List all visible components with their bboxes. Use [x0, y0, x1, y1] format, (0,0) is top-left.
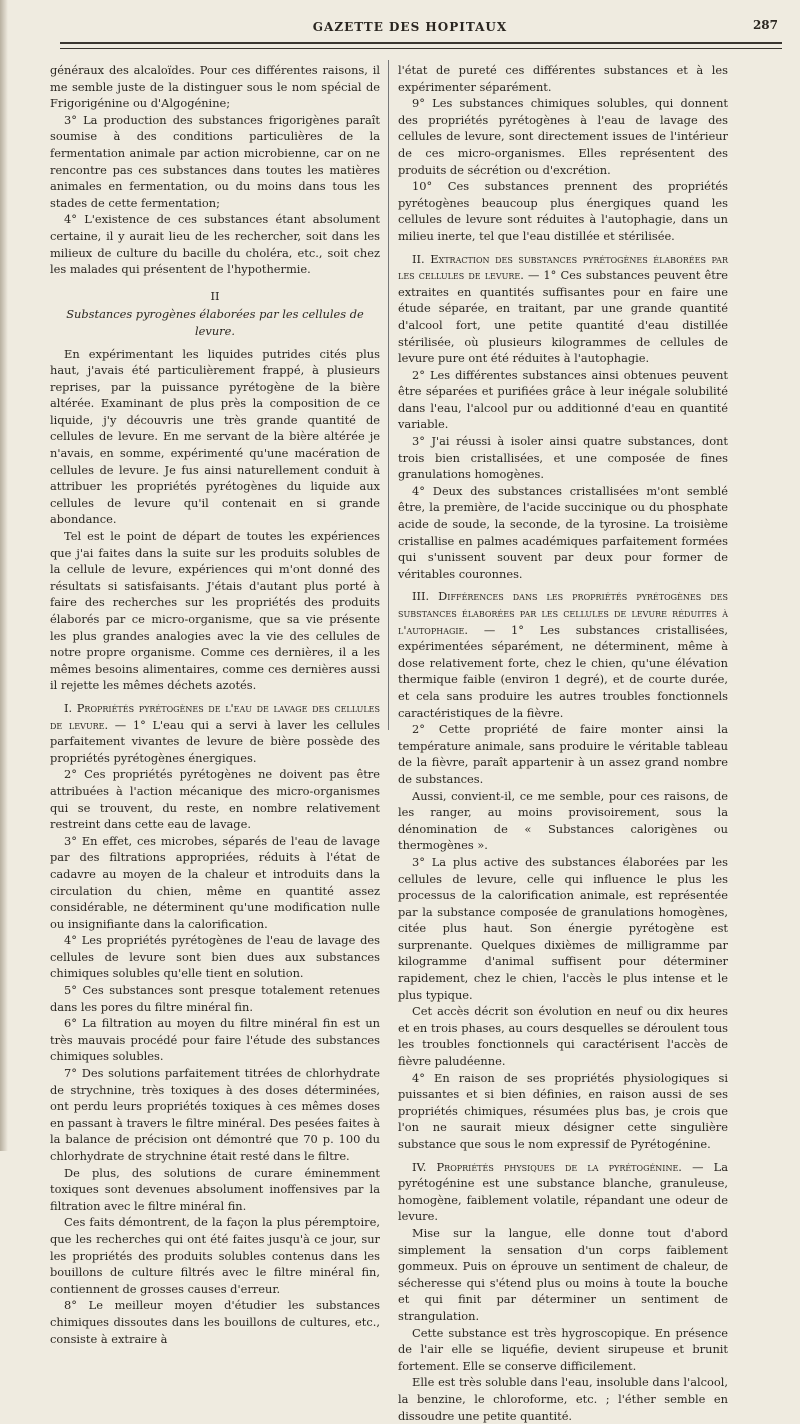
paragraph: En expérimentant les liquides putrides cités plus haut, j'avais été particulièrement frappé, à plusieurs reprises, par la puissance pyrétogène de la bière altérée. Examinant de plus près la composition de ce liquide, j'y découvris une très grande quantité de cellules de levure. En me servant de la bière altérée je n'avais, en somme, expérimenté qu'une macération de cellules de levure. Je fus ainsi naturellement conduit à attribuer les propriétés pyrétogènes du liquide aux cellules de levure qu'il contenait en si grande abondance.	[50, 346, 380, 527]
paragraph: 3° La plus active des substances élaborées par les cellules de levure, celle qui influence le plus les processus de la calorification animale, est représentée par la substance composée de granulations homogènes, citée plus haut. Son énergie pyrétogène est surprenante. Quelques dixièmes de milligramme par kilogramme d'animal suffisent pour déterminer rapidement, chez le chien, l'accès le plus intense et le plus typique.	[398, 854, 728, 1002]
header-rule	[60, 42, 782, 49]
right-column	[398, 62, 728, 1424]
subsection-heading: IV. Propriétés physiques de la pyrétogénine.	[412, 1159, 682, 1174]
paragraph: 10° Ces substances prennent des propriétés pyrétogènes beaucoup plus énergiques quand les cellules de levure sont réduites à l'autophagie, dans un milieu inerte, tel que l'eau distillée et stérilisée.	[398, 179, 728, 243]
paragraph: Cet accès décrit son évolution en neuf ou dix heures et en trois phases, au cours desquelles se déroulent tous les troubles fonctionnels qui caractérisent l'accès de fièvre paludéenne.	[398, 1004, 728, 1069]
subsection-heading: II. Extraction des substances pyrétogènes élaborées par les cellules de levure.	[398, 251, 728, 283]
page-number: 287	[752, 18, 778, 32]
paragraph: 2° Ces propriétés pyrétogènes ne doivent pas être attribuées à l'action mécanique des micro-organismes qui se trouvent, du reste, en nombre relativement restreint dans cette eau de lavage.	[50, 767, 380, 832]
paragraph: généraux des alcaloïdes. Pour ces différentes raisons, il me semble juste de la distinguer sous le nom spécial de Frigorigénine ou d'Algogénine;	[50, 63, 380, 111]
paragraph: Tel est le point de départ de toutes les expériences que j'ai faites dans la suite sur les produits solubles de la cellule de levure, expériences qui m'ont donné des résultats si satisfaisants. J'étais d'autant plus porté à faire des recherches sur les propriétés des produits élaborés par ce micro-organisme, que sa vie présente les plus grandes analogies avec la vie des cellules de notre propre organisme. Comme ces dernières, il a les mêmes besoins alimentaires, comme ces dernières aussi il rejette les mêmes déchets azotés.	[50, 529, 380, 693]
paragraph: 7° Des solutions parfaitement titrées de chlorhydrate de strychnine, très toxiques à des doses déterminées, ont perdu leurs propriétés toxiques à ces mêmes doses en passant à travers le filtre minéral. Des pesées faites à la balance de précision ont démontré que 70 p. 100 du chlorhydrate de strychnine était resté dans le filtre.	[50, 1066, 380, 1163]
paragraph: 9° Les substances chimiques solubles, qui donnent des propriétés pyrétogènes à l'eau de lavage des cellules de levure, sont directement issues de l'intérieur de ces micro-organismes. Elles représentent des produits de sécrétion ou d'excrétion.	[398, 96, 728, 177]
paragraph: 3° En effet, ces microbes, séparés de l'eau de lavage par des filtrations appropriées, réduits à l'état de cadavre au moyen de la chaleur et introduits dans la circulation du chien, même en quantité assez considérable, ne déterminent qu'une modification nulle ou insignifiante dans la calorification.	[50, 833, 380, 931]
paragraph: 2° Les différentes substances ainsi obtenues peuvent être séparées et purifiées grâce à leur inégale solubilité dans l'eau, l'alcool pur ou additionné d'eau en quantité variable.	[398, 367, 728, 432]
running-header: GAZETTE DES HOPITAUX	[312, 20, 508, 34]
paragraph: 4° Deux des substances cristallisées m'ont semblé être, la première, de l'acide succinique ou du phosphate acide de soude, la seconde, de la tyrosine. La troisième cristallise en palmes académiques parfaitement formées qui s'unissent souvent par deux pour former de véritables couronnes.	[398, 483, 728, 581]
paragraph: 3° J'ai réussi à isoler ainsi quatre substances, dont trois bien cristallisées, et une composée de fines granulations homogènes.	[398, 434, 728, 482]
subsection-heading: I. Propriétés pyrétogènes de l'eau de lavage des cellules de levure.	[50, 700, 380, 732]
paragraph: 4° En raison de ses propriétés physiologiques si puissantes et si bien définies, en raison aussi de ses propriétés chimiques, résumées plus bas, je crois que l'on ne saurait mieux désigner cette singulière substance que sous le nom expressif de Pyrétogénine.	[398, 1070, 728, 1151]
column-divider	[388, 60, 389, 730]
paragraph: 5° Ces substances sont presque totalement retenues dans les pores du filtre minéral fin.	[50, 983, 380, 1014]
paragraph: Aussi, convient-il, ce me semble, pour ces raisons, de les ranger, au moins provisoirement, sous la dénomination de « Substances calorigènes ou thermogènes ».	[398, 788, 728, 853]
paragraph: 2° Cette propriété de faire monter ainsi la température animale, sans produire le véritable tableau de la fièvre, paraît appartenir à un assez grand nombre de substances.	[398, 722, 728, 786]
paragraph: Ces faits démontrent, de la façon la plus péremptoire, que les recherches qui ont été faites jusqu'à ce jour, sur les propriétés des produits solubles contenus dans les bouillons de culture filtrés avec le filtre minéral fin, contiennent de grosses causes d'erreur.	[50, 1215, 380, 1296]
paragraph: Elle est très soluble dans l'eau, insoluble dans l'alcool, la benzine, le chloroforme, etc. ; l'éther semble en dissoudre une petite quantité.	[398, 1375, 728, 1423]
left-column	[50, 62, 380, 1347]
paragraph: 6° La filtration au moyen du filtre minéral fin est un très mauvais procédé pour faire l'étude des substances chimiques solubles.	[50, 1016, 380, 1064]
subsection-heading: III. Différences dans les propriétés pyrétogènes des substances élaborées par les cellules de levure réduites à l'autophagie.	[398, 589, 728, 637]
paragraph: 4° L'existence de ces substances étant absolument certaine, il y aurait lieu de les rechercher, soit dans les milieux de culture du bacille du choléra, etc., soit chez les malades qui présentent de l'hypothermie.	[50, 212, 380, 277]
paragraph: 4° Les propriétés pyrétogènes de l'eau de lavage des cellules de levure sont bien dues aux substances chimiques solubles qu'elle tient en solution.	[50, 933, 380, 981]
paragraph: IV. Propriétés physiques de la pyrétogénine. — La pyrétogénine est une substance blanche, granuleuse, homogène, faiblement volatile, répandant une odeur de levure.	[398, 1159, 728, 1224]
paragraph: De plus, des solutions de curare éminemment toxiques sont devenues absolument inoffensives par la filtration avec le filtre minéral fin.	[50, 1165, 380, 1213]
paragraph: 3° La production des substances frigorigènes paraît soumise à des conditions particulières de la fermentation animale par action microbienne, car on ne rencontre pas ces substances dans toutes les matières animales en fermentation, ou du moins dans tous les stades de cette fermentation;	[50, 112, 380, 210]
paragraph: I. Propriétés pyrétogènes de l'eau de lavage des cellules de levure. — 1° L'eau qui a servi à laver les cellules parfaitement vivantes de levure de bière possède des propriétés pyrétogènes énergiques.	[50, 700, 380, 765]
paragraph: Mise sur la langue, elle donne tout d'abord simplement la sensation d'un corps faiblement gommeux. Puis on éprouve un sentiment de chaleur, de sécheresse qui s'étend plus ou moins à toute la bouche et qui finit par déterminer un sentiment de strangulation.	[398, 1225, 728, 1323]
section-title: Substances pyrogènes élaborées par les cellules de levure.	[66, 307, 364, 338]
paragraph: II. Extraction des substances pyrétogènes élaborées par les cellules de levure. — 1° Ces substances peuvent être extraites en quantités suffisantes pour en faire une étude séparée, en traitant, par une grande quantité d'alcool fort, une petite quantité d'eau distillée stérilisée, où plusieurs kilogrammes de cellules de levure pure ont été réduites à l'autophagie.	[398, 251, 729, 366]
paragraph: l'état de pureté ces différentes substances et à les expérimenter séparément.	[398, 63, 728, 94]
paragraph: 8° Le meilleur moyen d'étudier les substances chimiques dissoutes dans les bouillons de cultures, etc., consiste à extraire à	[50, 1298, 380, 1346]
section-number: II	[210, 288, 220, 303]
page-edge-shadow	[0, 0, 8, 1151]
paragraph: Cette substance est très hygroscopique. En présence de l'air elle se liquéfie, devient sirupeuse et brunit fortement. Elle se conserve difficilement.	[398, 1325, 728, 1373]
paragraph: III. Différences dans les propriétés pyrétogènes des substances élaborées par les cellules de levure réduites à l'autophagie. — 1° Les substances cristallisées, expérimentées séparément, ne déterminent, même à dose relativement forte, chez le chien, qu'une élévation thermique faible (environ 1 degré), et de courte durée, et cela sans produire les autres troubles fonctionnels caractéristiques de la fièvre.	[398, 589, 728, 720]
